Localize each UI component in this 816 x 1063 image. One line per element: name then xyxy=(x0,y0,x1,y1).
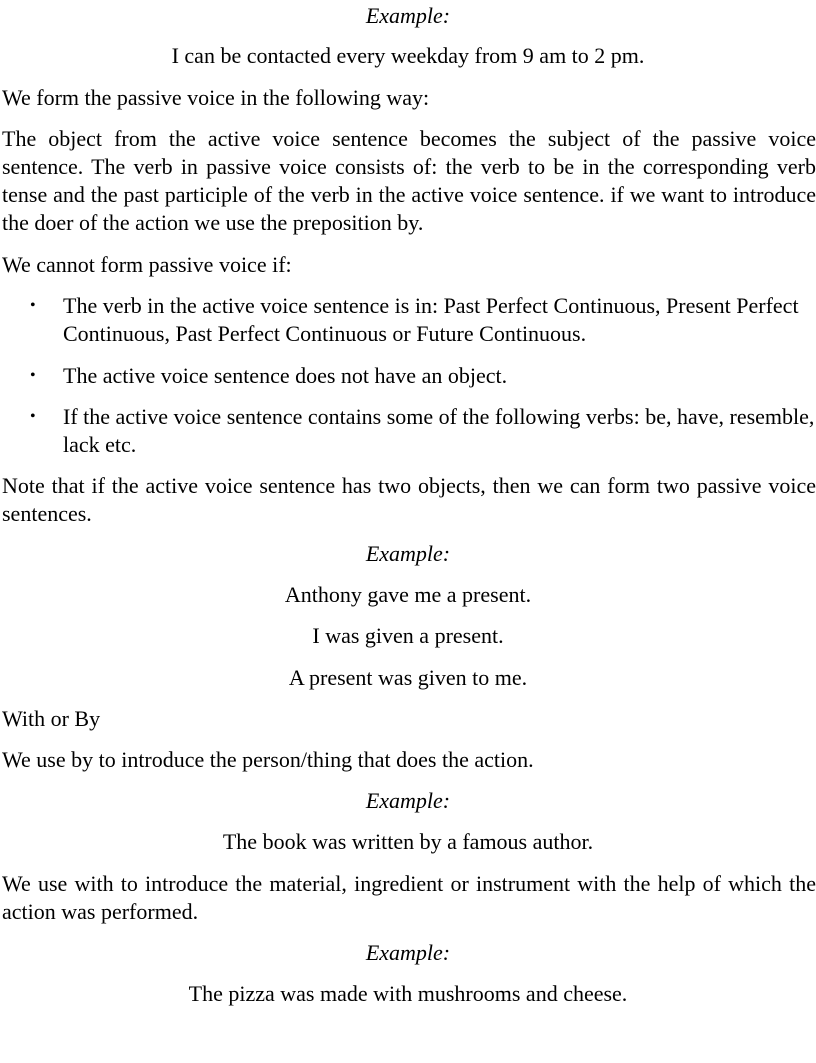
example-label: Example: xyxy=(365,788,451,813)
example-sentence: A present was given to me. xyxy=(288,665,528,690)
list-item xyxy=(0,403,816,459)
cannot-intro: We cannot form passive voice if: xyxy=(2,252,292,277)
formation-intro: We form the passive voice in the following way: xyxy=(2,85,430,110)
example-sentence: I can be contacted every weekday from 9 am to 2 pm. xyxy=(171,43,645,68)
example-label: Example: xyxy=(365,3,451,28)
example-sentence: Anthony gave me a present. xyxy=(284,582,532,607)
with-rule: We use with to introduce the material, ingredient or instrument with the help of which the action was performed. xyxy=(2,871,816,924)
by-rule: We use by to introduce the person/thing that does the action. xyxy=(2,747,534,772)
bullet-icon: • xyxy=(30,367,36,384)
bullet-icon: • xyxy=(30,297,36,314)
list-item-text: The active voice sentence does not have an object. xyxy=(63,363,508,388)
example-sentence: I was given a present. xyxy=(312,623,504,648)
example-sentence: The pizza was made with mushrooms and cheese. xyxy=(188,981,628,1006)
section-heading: With or By xyxy=(2,706,101,731)
list-item-text: If the active voice sentence contains some of the following verbs: be, have, resemble, lack etc. xyxy=(63,404,815,457)
bullet-icon: • xyxy=(30,408,36,425)
list-item-text: The verb in the active voice sentence is in: Past Perfect Continuous, Present Perfect Continuous, Past Perfect Continuous or Future Continuous. xyxy=(63,293,799,346)
example-label: Example: xyxy=(365,940,451,965)
list-item xyxy=(0,292,816,348)
example-sentence: The book was written by a famous author. xyxy=(222,829,594,854)
formation-rule: The object from the active voice sentence becomes the subject of the passive voice sentence. The verb in passive voice consists of: the verb to be in the corresponding verb tense and the past participle of the verb in the active voice sentence. if we want to introduce the doer of the action we use the preposition by. xyxy=(2,126,816,235)
example-label: Example: xyxy=(365,541,451,566)
two-objects-note: Note that if the active voice sentence has two objects, then we can form two passive voice sentences. xyxy=(2,473,816,526)
list-item xyxy=(0,362,816,390)
cannot-list xyxy=(0,292,816,459)
